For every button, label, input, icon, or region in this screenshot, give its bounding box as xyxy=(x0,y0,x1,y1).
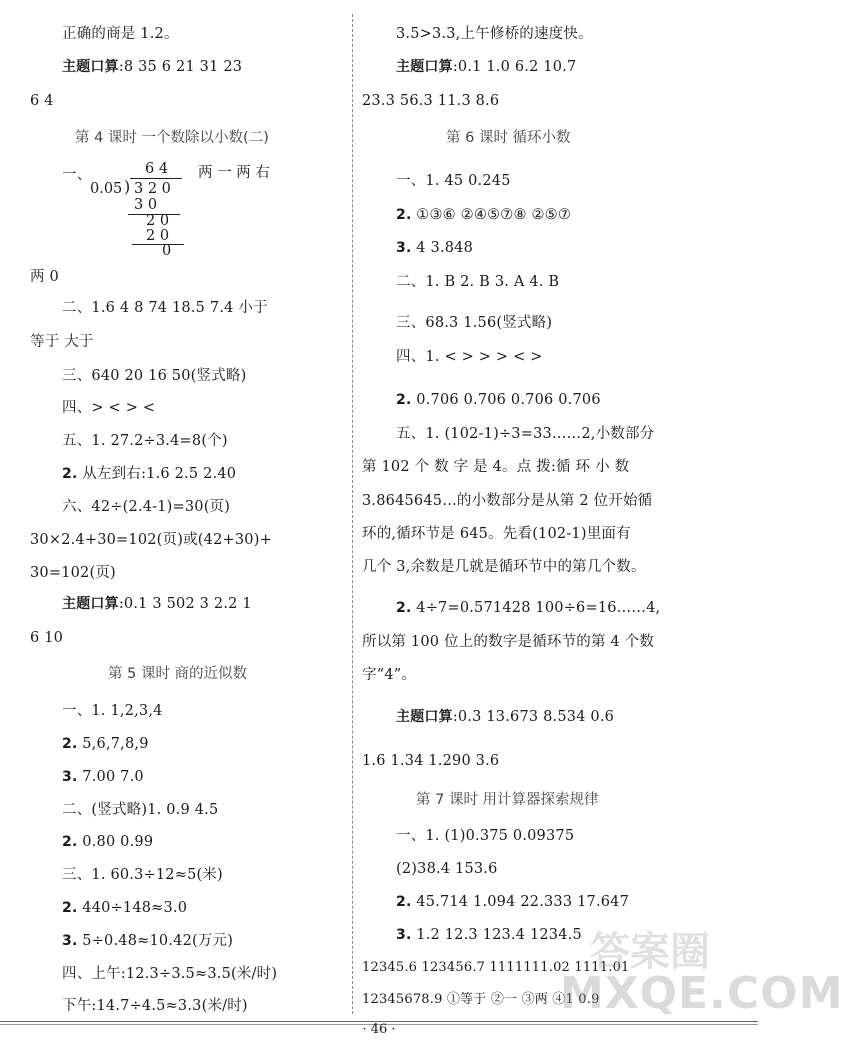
text-line: 第 102 个 数 字 是 4。点 拨:循 环 小 数 xyxy=(362,459,630,475)
text-line: 2. 0.706 0.706 0.706 0.706 xyxy=(396,392,601,408)
text-line: 23.3 56.3 11.3 8.6 xyxy=(362,93,500,109)
lesson-heading: 第 5 课时 商的近似数 xyxy=(108,666,248,682)
text-line: 两 0 xyxy=(30,269,59,285)
text-line: 2. ①③⑥ ②④⑤⑦⑧ ②⑤⑦ xyxy=(396,207,572,223)
text-line: 几个 3,余数是几就是循环节中的第几个数。 xyxy=(362,559,646,575)
division-step: 2 0 xyxy=(146,228,170,244)
question-answers: 两 一 两 右 xyxy=(198,165,270,181)
oral-calc-label: 主题口算 xyxy=(396,59,453,75)
oral-calc-label: 主题口算 xyxy=(62,596,119,612)
text-line: 二、(竖式略)1. 0.9 4.5 xyxy=(62,802,219,818)
text-line: 1.6 1.34 1.290 3.6 xyxy=(362,753,500,769)
text-line: 3. 4 3.848 xyxy=(396,240,474,256)
text-line: 三、640 20 16 50(竖式略) xyxy=(62,368,247,384)
division-dividend: 3 2 0 xyxy=(134,181,171,197)
text-line: 三、1. 60.3÷12≈5(米) xyxy=(62,867,223,883)
text-line: 一、1. 45 0.245 xyxy=(396,173,511,189)
text-line: 环的,循环节是 645。先看(102-1)里面有 xyxy=(362,526,631,542)
text-line: 30×2.4+30=102(页)或(42+30)+ xyxy=(30,532,272,548)
text-line xyxy=(62,57,242,77)
lesson-heading: 第 4 课时 一个数除以小数(二) xyxy=(75,130,269,146)
text-line: 30=102(页) xyxy=(30,565,116,581)
text-line: 一、1. 1,2,3,4 xyxy=(62,703,163,719)
division-step: 2 0 xyxy=(146,213,170,229)
text-line: 主题口算:0.1 1.0 6.2 10.7 xyxy=(396,59,577,75)
text-line: 主题口算:0.3 13.673 8.534 0.6 xyxy=(396,709,615,725)
division-rule xyxy=(132,244,184,245)
lesson-heading: 第 7 课时 用计算器探索规律 xyxy=(416,792,599,808)
page-number: · 46 · xyxy=(362,1022,396,1037)
text-line: 6 4 xyxy=(30,93,54,109)
text-line: 2. 4÷7=0.571428 100÷6=16……4, xyxy=(396,600,661,616)
division-quotient: 6 4 xyxy=(145,161,169,177)
division-bracket: ) xyxy=(124,177,131,196)
text-line: 四、1. < > > > < > xyxy=(396,349,543,365)
text-line: 六、42÷(2.4-1)=30(页) xyxy=(62,499,231,515)
text-line: 3.5>3.3,上午修桥的速度快。 xyxy=(396,26,593,42)
watermark-logo: 答案圈 xyxy=(590,929,710,975)
lesson-heading: 第 6 课时 循环小数 xyxy=(446,130,571,146)
division-step: 3 0 xyxy=(134,197,158,213)
text-line: 3.8645645…的小数部分是从第 2 位开始循 xyxy=(362,493,653,509)
text-line: 五、1. (102-1)÷3=33……2,小数部分 xyxy=(396,426,655,442)
text-line: 12345678.9 ①等于 ②一 ③两 ④1 0.9 xyxy=(362,992,600,1007)
text-line: 6 10 xyxy=(30,630,64,646)
oral-calc-label: 主题口算 xyxy=(396,709,453,725)
text-line: (2)38.4 153.6 xyxy=(396,861,498,877)
division-remainder: 0 xyxy=(162,243,172,259)
text-line: 一、1. (1)0.375 0.09375 xyxy=(396,828,575,844)
text-line: 2. 45.714 1.094 22.333 17.647 xyxy=(396,894,630,910)
text-line: 二、1. B 2. B 3. A 4. B xyxy=(396,274,560,290)
oral-calc-label: 主题口算 xyxy=(62,59,119,75)
watermark-url: MXQE.COM xyxy=(560,968,843,1019)
oral-calc-text: :8 35 6 21 31 23 xyxy=(118,59,243,75)
long-division xyxy=(60,160,360,260)
text-line: 等于 大于 xyxy=(30,334,94,350)
text-line: 主题口算:0.1 3 502 3 2.2 1 xyxy=(62,596,252,612)
text-line: 2. 从左到右:1.6 2.5 2.40 xyxy=(62,466,237,482)
text-line: 一、 xyxy=(62,167,92,183)
text-line: 正确的商是 1.2。 xyxy=(62,26,179,42)
text-line: 2. 0.80 0.99 xyxy=(62,834,154,850)
text-line: 2. 440÷148≈3.0 xyxy=(62,900,188,916)
text-line: 四、> < > < xyxy=(62,400,156,416)
division-bar xyxy=(130,178,182,179)
division-divisor: 0.05 xyxy=(90,181,123,197)
text-line: 五、1. 27.2÷3.4=8(个) xyxy=(62,433,228,449)
text-line: 3. 5÷0.48≈10.42(万元) xyxy=(62,933,234,949)
text-line: 所以第 100 位上的数字是循环节的第 4 个数 xyxy=(362,634,655,650)
text-line: 3. 1.2 12.3 123.4 1234.5 xyxy=(396,927,582,943)
text-line: 四、上午:12.3÷3.5≈3.5(米/时) xyxy=(62,966,278,982)
text-line: 下午:14.7÷4.5≈3.3(米/时) xyxy=(62,998,248,1014)
text-line: 12345.6 123456.7 1111111.02 1111.01 xyxy=(362,960,630,975)
text-line: 字“4”。 xyxy=(362,667,417,683)
text-line: 三、68.3 1.56(竖式略) xyxy=(396,315,553,331)
text-line: 3. 7.00 7.0 xyxy=(62,769,144,785)
text-line: 二、1.6 4 8 74 18.5 7.4 小于 xyxy=(62,300,268,316)
text-line: 2. 5,6,7,8,9 xyxy=(62,736,149,752)
